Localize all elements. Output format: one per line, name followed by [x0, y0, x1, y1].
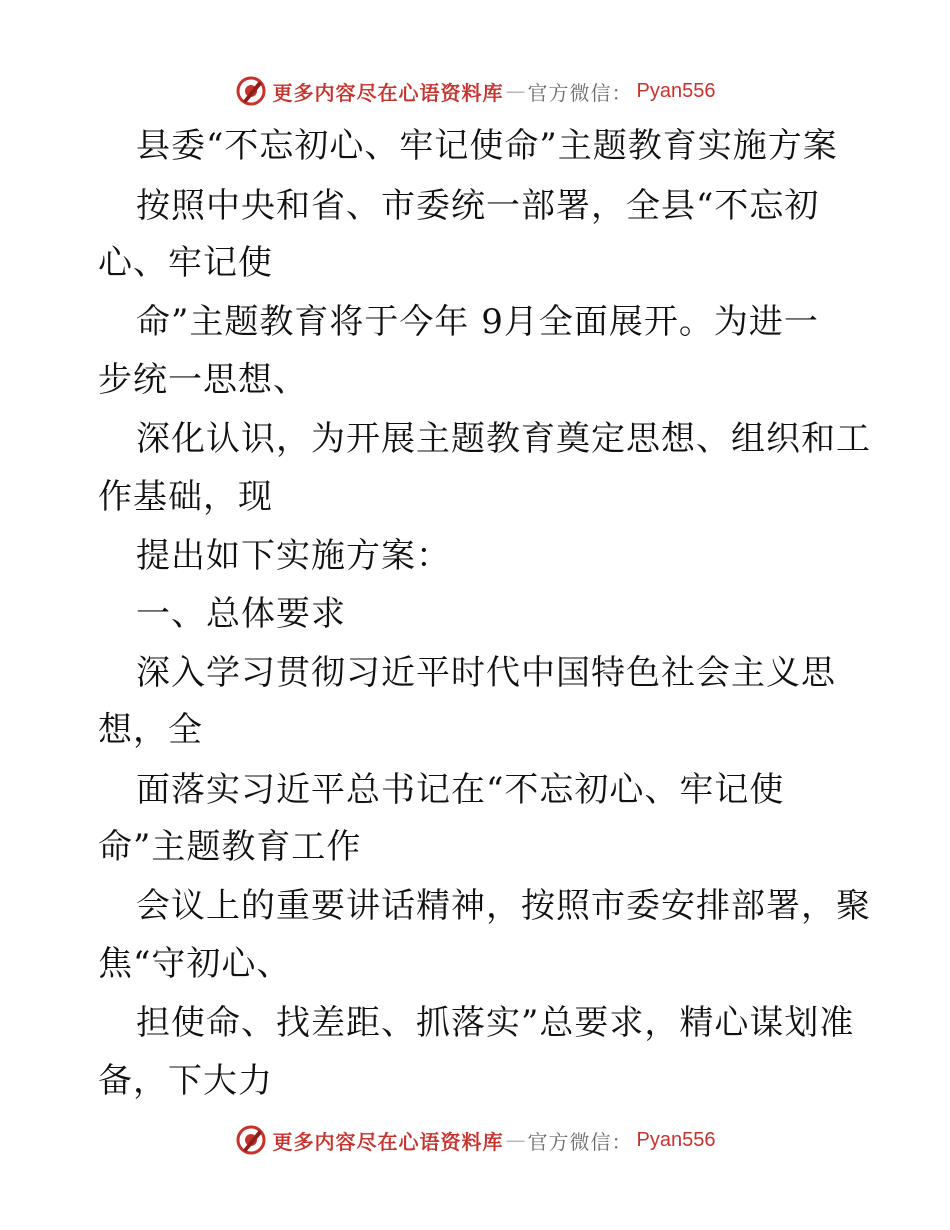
text-line: 担使命、找差距、抓落实”总要求，精心谋划准: [136, 1003, 855, 1043]
text-line: 想，全: [98, 710, 203, 750]
watermark-wechat-label: 官方微信：: [527, 1129, 633, 1154]
text-line: 深化认识，为开展主题教育奠定思想、组织和工: [136, 419, 871, 459]
watermark-separator: —: [505, 1128, 526, 1152]
watermark-brand-text: 更多内容尽在心语资料库: [272, 1129, 504, 1154]
quill-logo-icon: [235, 75, 267, 107]
text-line: 心、牢记使: [98, 243, 273, 283]
text-line: 深入学习贯彻习近平时代中国特色社会主义思: [136, 653, 836, 693]
text-line: 命”主题教育工作: [98, 827, 362, 867]
watermark-wechat-handle: Pyan556: [636, 1128, 716, 1151]
text-line: 命”主题教育将于今年 9月全面展开。为进一: [136, 302, 819, 342]
text-line: 提出如下实施方案：: [136, 536, 451, 576]
text-line: 备，下大力: [98, 1061, 273, 1101]
footer-watermark-banner: [0, 1120, 950, 1160]
text-line: 面落实习近平总书记在“不忘初心、牢记使: [136, 770, 785, 810]
section-heading: 一、总体要求: [136, 594, 346, 634]
text-line: 按照中央和省、市委统一部署，全县“不忘初: [136, 186, 820, 226]
document-title: 县委“不忘初心、牢记使命”主题教育实施方案: [136, 126, 838, 166]
text-line: 作基础，现: [98, 477, 273, 517]
text-line: 焦“守初心、: [98, 944, 292, 984]
watermark-separator: —: [505, 79, 526, 103]
text-line: 会议上的重要讲话精神，按照市委安排部署，聚: [136, 886, 871, 926]
watermark-wechat-handle: Pyan556: [636, 79, 716, 102]
watermark-wechat-label: 官方微信：: [527, 80, 633, 105]
watermark-brand-text: 更多内容尽在心语资料库: [272, 80, 504, 105]
text-line: 步统一思想、: [98, 360, 308, 400]
quill-logo-icon: [235, 1124, 267, 1156]
header-watermark-banner: [0, 71, 950, 111]
